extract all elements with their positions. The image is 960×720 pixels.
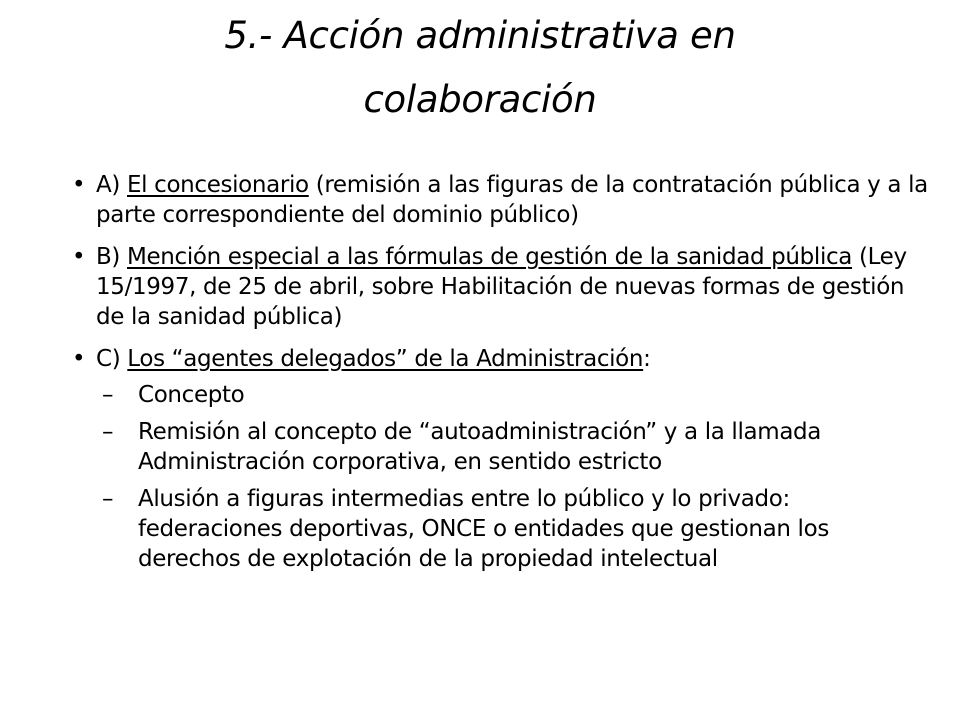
- bullet-prefix: C): [96, 346, 128, 372]
- sub-bullet-item: [72, 484, 932, 574]
- bullet-prefix: B): [96, 244, 128, 270]
- dash-icon: –: [102, 486, 114, 512]
- dash-icon: –: [102, 382, 114, 408]
- bullet-dot-icon: •: [72, 244, 86, 270]
- bullet-prefix: A): [96, 172, 127, 198]
- bullet-item-a: [72, 170, 932, 230]
- bullet-item-b: [72, 242, 932, 332]
- bullet-text: (Ley 15/1997, de 25 de abril, sobre Habilitación de nuevas formas de gestión de la sanidad pública): [96, 244, 907, 330]
- bullet-underlined-text: El concesionario: [126, 172, 309, 198]
- bullet-underlined-text: Los “agentes delegados” de la Administración: [127, 346, 644, 372]
- sub-bullet-item: [72, 417, 932, 477]
- dash-icon: –: [102, 419, 114, 445]
- bullet-dot-icon: •: [72, 346, 86, 372]
- slide-title-line-1: 5.- Acción administrativa en: [224, 14, 736, 57]
- bullet-text: (remisión a las figuras de la contratación pública y a la parte correspondiente del dominio público): [96, 172, 928, 228]
- slide-title: [40, 4, 920, 132]
- bullet-dot-icon: •: [72, 172, 86, 198]
- bullet-text: :: [643, 346, 651, 372]
- sub-bullet-text: Concepto: [138, 382, 245, 408]
- sub-bullet-text: Alusión a figuras intermedias entre lo público y lo privado: federaciones deportivas, ONCE o entidades que gestionan los derechos de explotación de la propiedad intelectual: [138, 486, 829, 572]
- sub-bullet-text: Remisión al concepto de “autoadministración” y a la llamada Administración corporativa, en sentido estricto: [138, 419, 822, 475]
- bullet-underlined-text: Mención especial a las fórmulas de gestión de la sanidad pública: [127, 244, 853, 270]
- slide-title-line-2: colaboración: [363, 78, 597, 121]
- bullet-list: [72, 170, 932, 581]
- bullet-item-c: [72, 344, 932, 374]
- sub-bullet-item: [72, 380, 932, 410]
